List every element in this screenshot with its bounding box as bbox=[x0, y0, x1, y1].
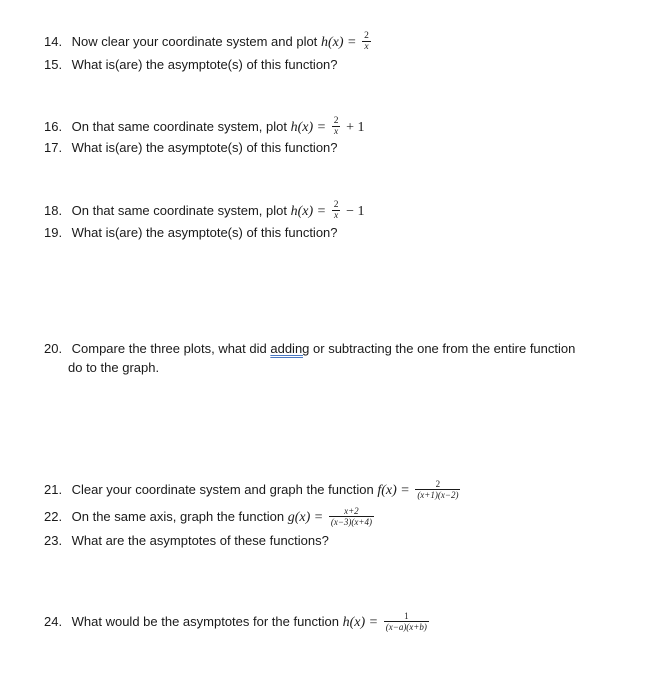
question-number: 21. bbox=[44, 481, 63, 497]
question-text: What is(are) the asymptote(s) of this function? bbox=[71, 57, 338, 72]
function-tail: + 1 bbox=[346, 119, 365, 135]
question-text: Clear your coordinate system and graph the function bbox=[71, 481, 374, 497]
fraction-numerator: 2 bbox=[333, 200, 339, 210]
question-number: 17. bbox=[44, 140, 63, 155]
fraction bbox=[332, 116, 341, 137]
question-text: What would be the asymptotes for the function bbox=[71, 613, 339, 629]
question-text: On the same axis, graph the function bbox=[71, 508, 285, 524]
question-text: What is(are) the asymptote(s) of this function? bbox=[71, 140, 338, 155]
fraction-denominator: x bbox=[333, 127, 339, 137]
question-23 bbox=[44, 532, 329, 550]
question-number: 20. bbox=[44, 341, 63, 356]
fraction-denominator: x bbox=[333, 211, 339, 221]
question-number: 24. bbox=[44, 613, 63, 629]
question-17 bbox=[44, 139, 338, 157]
question-20 bbox=[44, 340, 575, 358]
question-text-b: or subtracting the one from the entire function bbox=[313, 341, 576, 356]
question-19 bbox=[44, 224, 338, 242]
question-text: What is(are) the asymptote(s) of this function? bbox=[71, 225, 338, 240]
question-22 bbox=[44, 507, 376, 528]
question-text: What are the asymptotes of these functions? bbox=[71, 533, 329, 548]
question-21 bbox=[44, 480, 462, 501]
question-text-a: Compare the three plots, what did bbox=[71, 341, 267, 356]
question-number: 19. bbox=[44, 225, 63, 240]
fraction-denominator: (x−a)(x+b) bbox=[385, 622, 427, 632]
fraction bbox=[329, 506, 374, 527]
function-label: h(x) = bbox=[290, 119, 327, 135]
question-16 bbox=[44, 117, 364, 138]
question-number: 22. bbox=[44, 508, 63, 524]
question-18 bbox=[44, 201, 364, 222]
question-text: On that same coordinate system, plot bbox=[71, 118, 287, 134]
function-label: h(x) = bbox=[342, 614, 379, 630]
question-text: Now clear your coordinate system and plot bbox=[71, 33, 318, 49]
fraction bbox=[415, 479, 460, 500]
fraction-denominator: (x−3)(x+4) bbox=[330, 517, 372, 527]
fraction-numerator: 2 bbox=[415, 479, 460, 490]
fraction-denominator: x bbox=[364, 42, 369, 52]
function-tail: − 1 bbox=[346, 203, 365, 219]
function-label: g(x) = bbox=[287, 509, 324, 525]
question-number: 14. bbox=[44, 33, 63, 49]
fraction-numerator: 2 bbox=[333, 116, 339, 126]
fraction-numerator: x+2 bbox=[329, 506, 374, 517]
fraction bbox=[332, 200, 341, 221]
fraction bbox=[362, 31, 371, 52]
question-number: 16. bbox=[44, 118, 63, 134]
function-label: f(x) = bbox=[377, 482, 410, 498]
function-label: h(x) = bbox=[320, 34, 357, 50]
question-15 bbox=[44, 56, 338, 74]
fraction-numerator: 2 bbox=[364, 31, 369, 41]
fraction-numerator: 1 bbox=[384, 611, 429, 622]
underlined-word: adding bbox=[270, 341, 310, 356]
function-label: h(x) = bbox=[290, 203, 327, 219]
fraction-denominator: (x+1)(x−2) bbox=[417, 490, 459, 500]
question-text: On that same coordinate system, plot bbox=[71, 202, 287, 218]
fraction bbox=[384, 611, 429, 632]
question-14 bbox=[44, 32, 373, 53]
question-number: 18. bbox=[44, 202, 63, 218]
question-number: 15. bbox=[44, 57, 63, 72]
question-20-line2: do to the graph. bbox=[68, 360, 160, 375]
question-number: 23. bbox=[44, 533, 63, 548]
question-24 bbox=[44, 612, 431, 633]
